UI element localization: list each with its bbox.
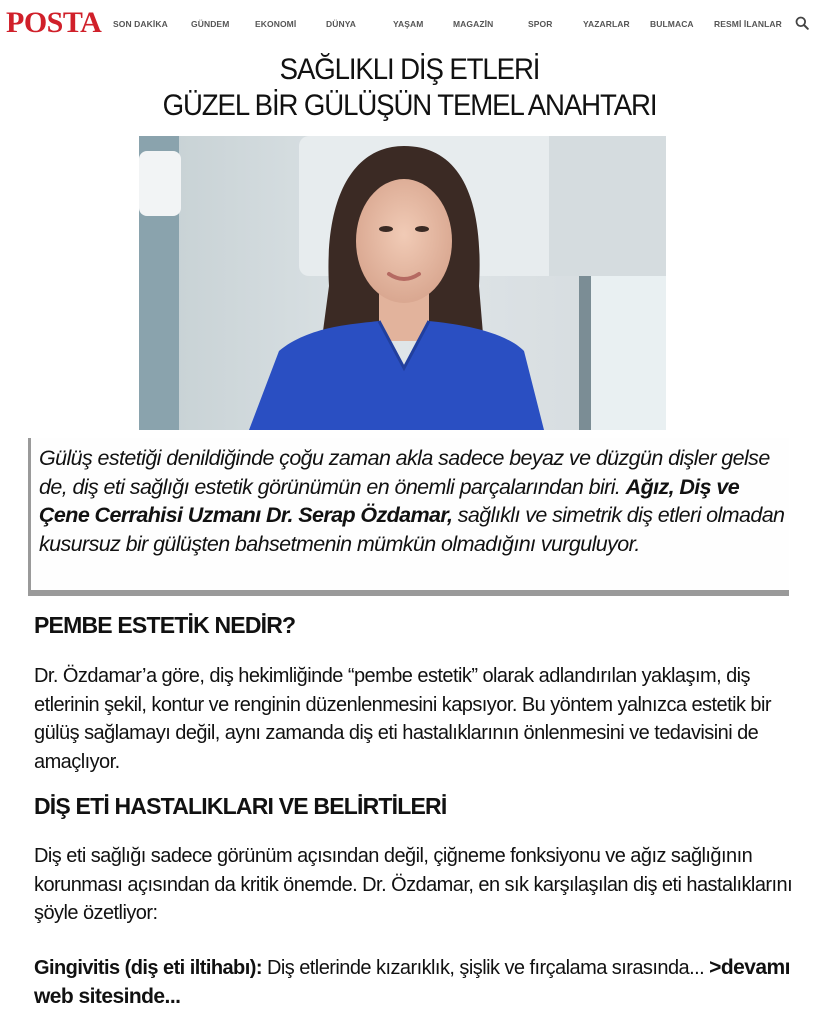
nav-item-ekonomi[interactable]: EKONOMİ bbox=[255, 19, 297, 29]
gingivitis-paragraph bbox=[34, 954, 794, 1011]
nav-item-resmi-ilanlar[interactable]: RESMİ İLANLAR bbox=[714, 19, 782, 29]
nav-item-spor[interactable]: SPOR bbox=[528, 19, 553, 29]
logo-text: POSTA bbox=[6, 6, 102, 39]
search-icon[interactable] bbox=[795, 16, 809, 30]
section-title-dis-eti-hastaliklari: DİŞ ETİ HASTALIKLARI VE BELİRTİLERİ bbox=[34, 793, 447, 819]
lead-text-1: Gülüş estetiği denildiğinde çoğu zaman akla sadece beyaz ve düzgün dişler gelse de, diş eti sağlığı estetik görünümün en önemli parçalarından biri. bbox=[39, 446, 770, 499]
nav-item-son-dakika[interactable]: SON DAKİKA bbox=[113, 19, 168, 29]
nav-item-bulmaca[interactable]: BULMACA bbox=[650, 19, 694, 29]
lead-author-name: Ağız, Diş ve Çene Cerrahisi Uzmanı Dr. Serap Özdamar, bbox=[39, 474, 740, 527]
section-body-dis-eti-hastaliklari: Diş eti sağlığı sadece görünüm açısından değil, çiğneme fonksiyonu ve ağız sağlığının korunması açısından da kritik önemde. Dr. Özdamar, en sık karşılaşılan diş eti hastalıklarını şöyle özetliyor: bbox=[34, 845, 793, 924]
lead-paragraph bbox=[31, 438, 789, 558]
section-body-pembe-estetik: Dr. Özdamar’a göre, diş hekimliğinde “pembe estetik” olarak adlandırılan yaklaşım, diş etlerinin şekil, kontur ve renginin düzenlenmesini kapsıyor. Bu yöntem yalnızca estetik bir gülüş sağlamayı değil, aynı zamanda diş eti hastalıklarının önlenmesini ve tedavisini de amaçlıyor. bbox=[34, 665, 772, 773]
headline-line-2: GÜZEL BİR GÜLÜŞÜN TEMEL ANAHTARI bbox=[162, 89, 657, 122]
nav-item-yasam[interactable]: YAŞAM bbox=[393, 19, 424, 29]
nav-item-gundem[interactable]: GÜNDEM bbox=[191, 19, 230, 29]
section-title-pembe-estetik: PEMBE ESTETİK NEDİR? bbox=[34, 612, 296, 638]
article-lead-quote bbox=[28, 438, 789, 590]
nav-item-dunya[interactable]: DÜNYA bbox=[326, 19, 356, 29]
nav-item-yazarlar[interactable]: YAZARLAR bbox=[583, 19, 630, 29]
lead-text-2: sağlıklı ve simetrik diş etleri olmadan kusursuz bir gülüşten bahsetmenin mümkün olmadığını vurguluyor. bbox=[39, 503, 785, 556]
top-navigation-bar bbox=[0, 0, 819, 50]
article-photo bbox=[139, 136, 666, 430]
gingivitis-text: Diş etlerinde kızarıklık, şişlik ve fırçalama sırasında... bbox=[261, 957, 710, 979]
headline-line-1: SAĞLIKLI DİŞ ETLERİ bbox=[279, 53, 540, 86]
nav-item-magazin[interactable]: MAGAZİN bbox=[453, 19, 494, 29]
read-more-link[interactable]: >devamı web sitesinde... bbox=[34, 956, 790, 1008]
gingivitis-label: Gingivitis (diş eti iltihabı): bbox=[34, 957, 262, 979]
posta-logo[interactable] bbox=[6, 6, 101, 40]
